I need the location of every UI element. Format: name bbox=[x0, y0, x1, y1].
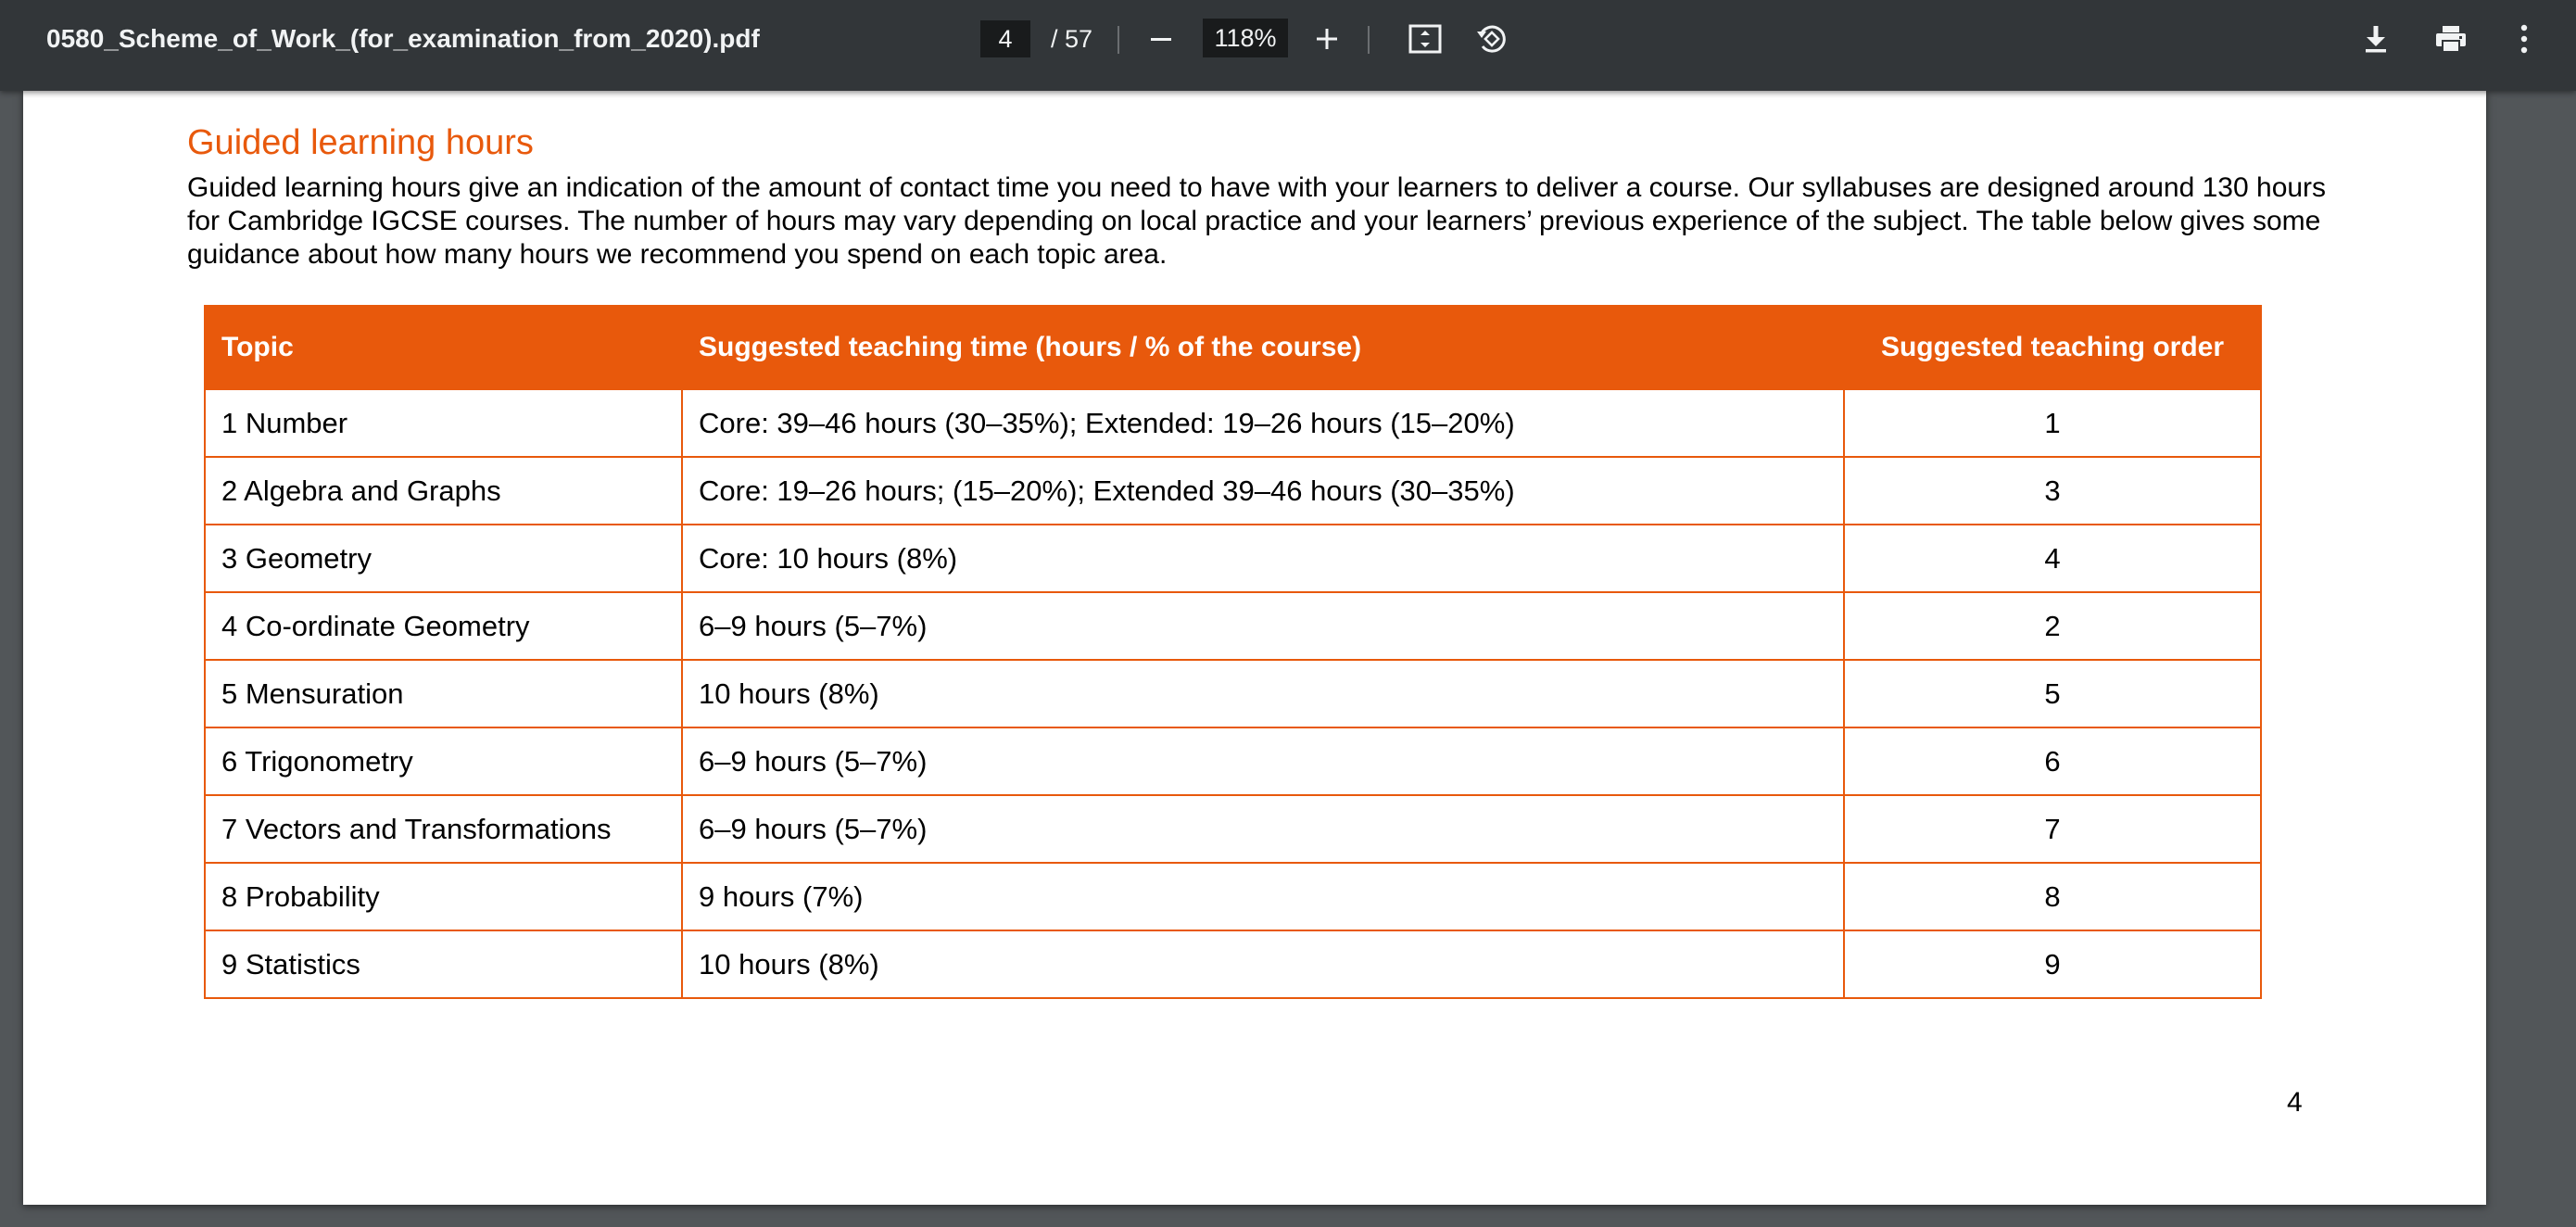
pdf-page bbox=[23, 91, 2486, 1205]
table-row bbox=[205, 592, 2261, 660]
print-icon bbox=[2434, 24, 2468, 54]
download-button[interactable] bbox=[2352, 15, 2400, 63]
teaching-time-cell: 10 hours (8%) bbox=[682, 660, 1844, 727]
topic-cell: 2 Algebra and Graphs bbox=[205, 457, 682, 525]
fit-to-page-button[interactable] bbox=[1401, 15, 1449, 63]
pdf-toolbar bbox=[0, 0, 2576, 91]
zoom-in-button[interactable] bbox=[1303, 15, 1351, 63]
table-row bbox=[205, 863, 2261, 930]
table-row bbox=[205, 727, 2261, 795]
rotate-button[interactable] bbox=[1468, 15, 1516, 63]
teaching-order-cell: 1 bbox=[1844, 389, 2261, 457]
teaching-time-cell: Core: 19–26 hours; (15–20%); Extended 39–46 hours (30–35%) bbox=[682, 457, 1844, 525]
zoom-level-input[interactable] bbox=[1203, 19, 1288, 57]
topic-cell: 5 Mensuration bbox=[205, 660, 682, 727]
topic-cell: 1 Number bbox=[205, 389, 682, 457]
teaching-order-cell: 6 bbox=[1844, 727, 2261, 795]
teaching-hours-table bbox=[204, 305, 2262, 999]
topic-cell: 7 Vectors and Transformations bbox=[205, 795, 682, 863]
more-vert-icon bbox=[2519, 24, 2529, 54]
teaching-order-cell: 9 bbox=[1844, 930, 2261, 998]
toolbar-divider bbox=[1368, 26, 1370, 54]
topic-cell: 4 Co-ordinate Geometry bbox=[205, 592, 682, 660]
teaching-order-cell: 7 bbox=[1844, 795, 2261, 863]
table-header-row bbox=[205, 306, 2261, 389]
table-row bbox=[205, 795, 2261, 863]
page-number-input[interactable] bbox=[980, 20, 1030, 57]
document-title: 0580_Scheme_of_Work_(for_examination_from_2020).pdf bbox=[46, 24, 760, 53]
more-actions-button[interactable] bbox=[2500, 15, 2548, 63]
page-footer-number: 4 bbox=[2287, 1087, 2303, 1118]
column-header-teaching-time: Suggested teaching time (hours / % of the course) bbox=[682, 306, 1844, 389]
teaching-order-cell: 4 bbox=[1844, 525, 2261, 592]
minus-icon bbox=[1149, 27, 1173, 51]
teaching-order-cell: 8 bbox=[1844, 863, 2261, 930]
teaching-time-cell: Core: 10 hours (8%) bbox=[682, 525, 1844, 592]
table-row bbox=[205, 930, 2261, 998]
teaching-time-cell: 6–9 hours (5–7%) bbox=[682, 795, 1844, 863]
table-row bbox=[205, 457, 2261, 525]
intro-paragraph: Guided learning hours give an indication of the amount of contact time you need to have with your learners to deliver a course. Our syllabuses are designed around 130 hours for Cambridge IGCSE courses. The number of hours may vary depending on local practice and your learners’ previous experience of the subject. The table below gives some guidance about how many hours we recommend you spend on each topic area. bbox=[187, 172, 2327, 270]
table-row bbox=[205, 660, 2261, 727]
print-button[interactable] bbox=[2427, 15, 2475, 63]
toolbar-divider bbox=[1118, 26, 1119, 54]
teaching-time-cell: 6–9 hours (5–7%) bbox=[682, 727, 1844, 795]
topic-cell: 3 Geometry bbox=[205, 525, 682, 592]
table-row bbox=[205, 525, 2261, 592]
section-heading: Guided learning hours bbox=[187, 123, 534, 162]
page-total: / 57 bbox=[1051, 24, 1093, 53]
teaching-time-cell: 9 hours (7%) bbox=[682, 863, 1844, 930]
plus-icon bbox=[1314, 26, 1340, 52]
teaching-order-cell: 5 bbox=[1844, 660, 2261, 727]
rotate-icon bbox=[1475, 22, 1509, 56]
teaching-order-cell: 2 bbox=[1844, 592, 2261, 660]
teaching-time-cell: 6–9 hours (5–7%) bbox=[682, 592, 1844, 660]
topic-cell: 8 Probability bbox=[205, 863, 682, 930]
zoom-out-button[interactable] bbox=[1137, 15, 1185, 63]
teaching-order-cell: 3 bbox=[1844, 457, 2261, 525]
teaching-time-cell: 10 hours (8%) bbox=[682, 930, 1844, 998]
download-icon bbox=[2362, 24, 2390, 54]
column-header-teaching-order: Suggested teaching order bbox=[1844, 306, 2261, 389]
table-row bbox=[205, 389, 2261, 457]
column-header-topic: Topic bbox=[205, 306, 682, 389]
topic-cell: 9 Statistics bbox=[205, 930, 682, 998]
topic-cell: 6 Trigonometry bbox=[205, 727, 682, 795]
page-navigation bbox=[980, 19, 1092, 59]
teaching-time-cell: Core: 39–46 hours (30–35%); Extended: 19–26 hours (15–20%) bbox=[682, 389, 1844, 457]
fit-to-page-icon bbox=[1408, 24, 1442, 54]
viewer-scrollbar[interactable] bbox=[2524, 91, 2576, 1227]
